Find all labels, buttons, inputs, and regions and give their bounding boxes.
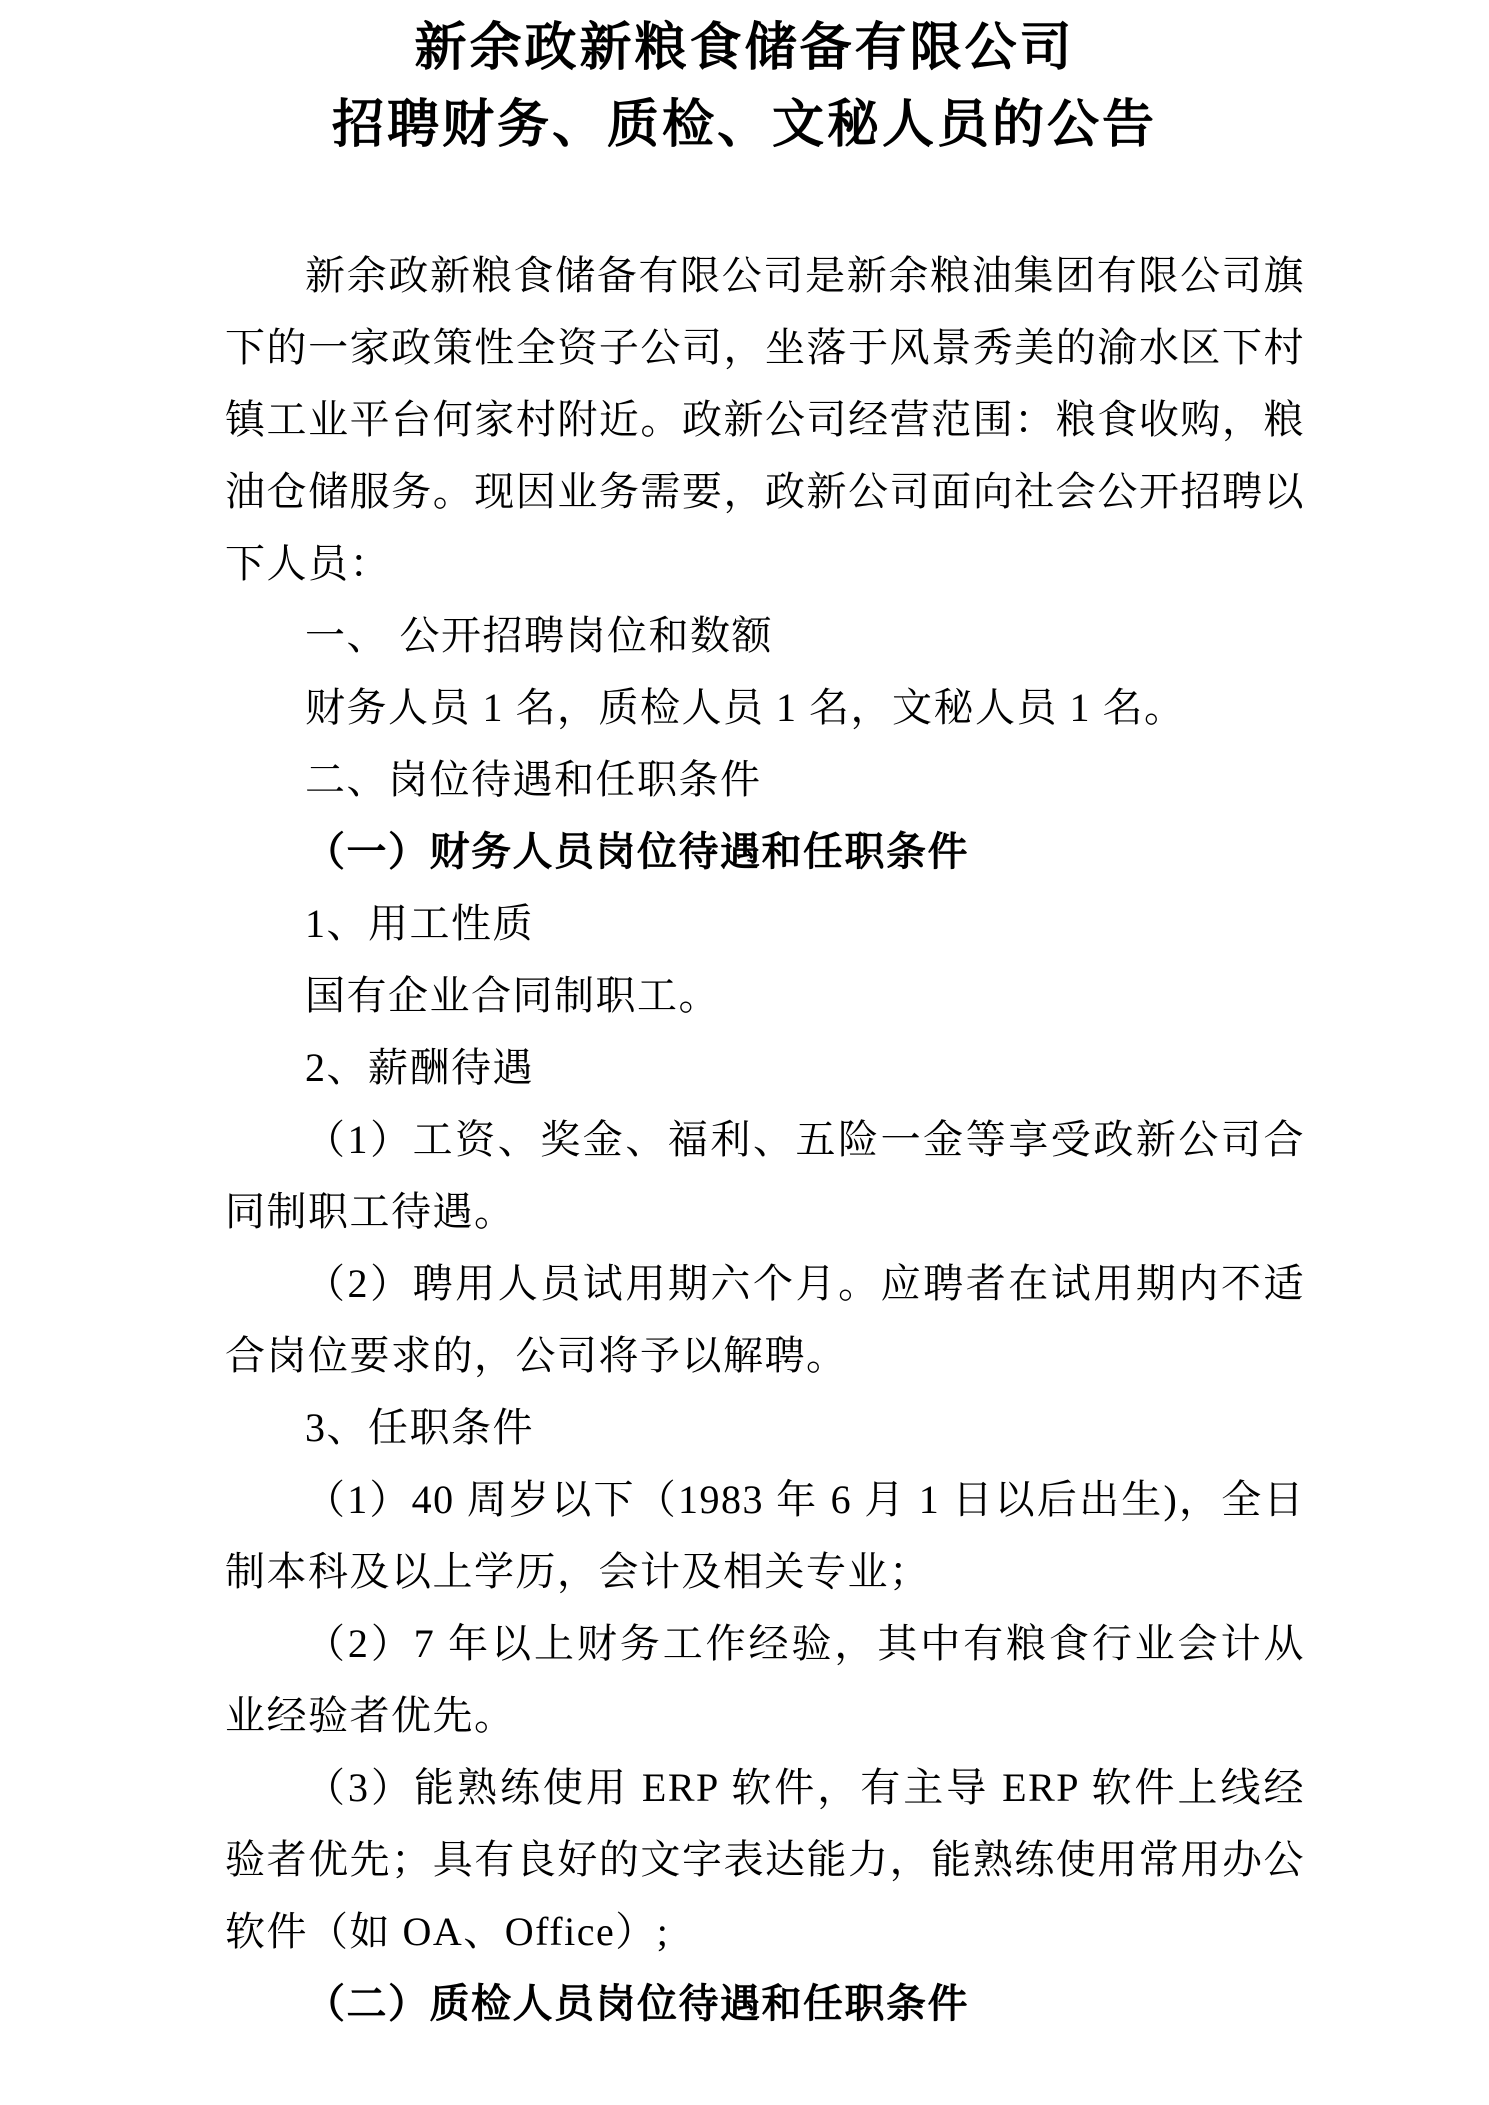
title-line-1: 新余政新粮食储备有限公司 (414, 20, 1075, 77)
paragraph-qualification-1: （1）40 周岁以下（1983 年 6 月 1 日以后出生)，全日制本科及以上学历，会计及相关专业； (225, 1477, 1305, 1594)
paragraph-qualification-3: （3）能熟练使用 ERP 软件，有主导 ERP 软件上线经验者优先；具有良好的文字表达能力，能熟练使用常用办公软件（如 OA、Office）; (225, 1765, 1305, 1954)
paragraph-salary-item-1: （1）工资、奖金、福利、五险一金等享受政新公司合同制职工待遇。 (225, 1117, 1305, 1234)
paragraph-section-1-heading: 一、 公开招聘岗位和数额 (305, 613, 773, 658)
paragraph-qualifications-label: 3、任职条件 (305, 1405, 534, 1450)
paragraph-qualification-2: （2）7 年以上财务工作经验，其中有粮食行业会计从业经验者优先。 (225, 1621, 1305, 1738)
paragraph-intro: 新余政新粮食储备有限公司是新余粮油集团有限公司旗下的一家政策性全资子公司，坐落于风景秀美的渝水区下村镇工业平台何家村附近。政新公司经营范围：粮食收购，粮油仓储服务。现因业务需要，政新公司面向社会公开招聘以下人员： (225, 253, 1305, 586)
document-title (0, 0, 1489, 164)
paragraph-qc-heading: （二）质检人员岗位待遇和任职条件 (305, 1982, 969, 2026)
paragraph-salary-item-2: （2）聘用人员试用期六个月。应聘者在试用期内不适合岗位要求的，公司将予以解聘。 (225, 1261, 1305, 1378)
paragraph-finance-heading: （一）财务人员岗位待遇和任职条件 (305, 830, 969, 874)
paragraph-section-2-heading: 二、岗位待遇和任职条件 (305, 757, 762, 802)
paragraph-positions-count: 财务人员 1 名，质检人员 1 名，文秘人员 1 名。 (305, 685, 1186, 730)
paragraph-employment-type-value: 国有企业合同制职工。 (305, 973, 720, 1018)
paragraph-employment-type-label: 1、用工性质 (305, 901, 534, 946)
paragraph-salary-label: 2、薪酬待遇 (305, 1045, 534, 1090)
document-body (225, 240, 1305, 2040)
title-line-2: 招聘财务、质检、文秘人员的公告 (331, 97, 1157, 154)
